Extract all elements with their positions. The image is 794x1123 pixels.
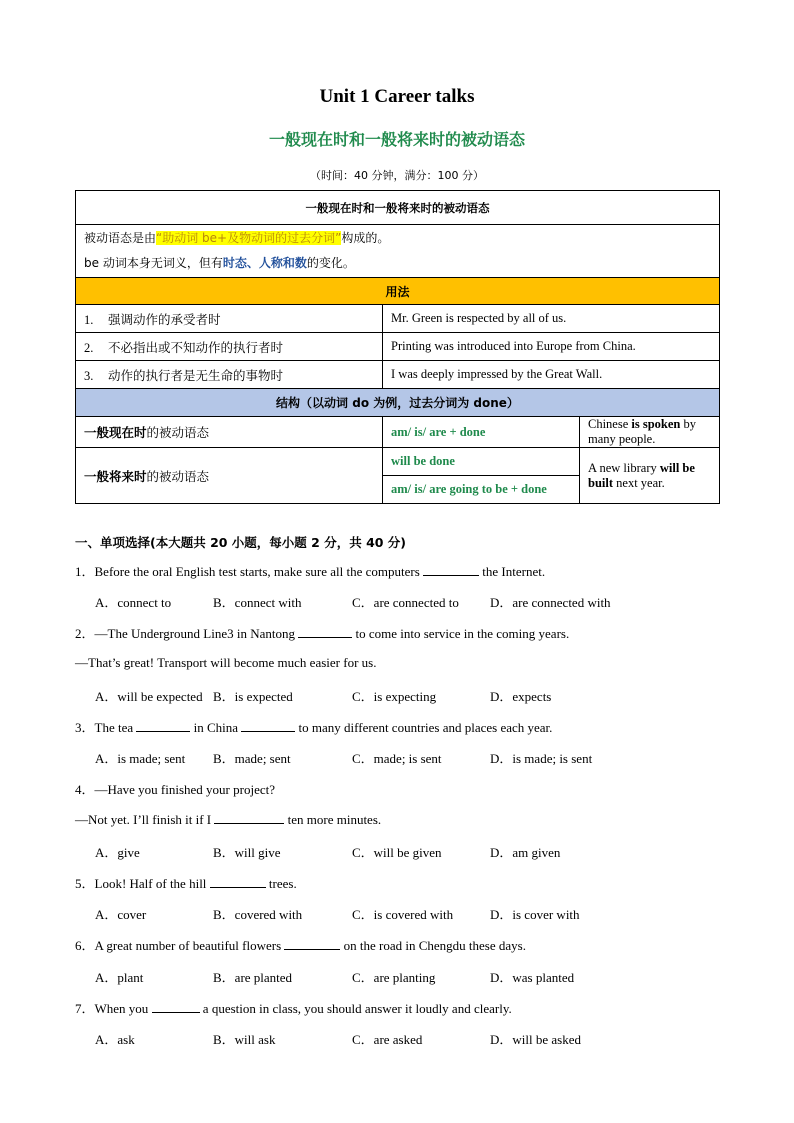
example-bold: will be built — [588, 460, 695, 490]
option-c[interactable]: C．are planting — [352, 970, 436, 985]
question-text: 1．Before the oral English test starts, make sure all the computers — [75, 564, 424, 579]
question-text: 2．—The Underground Line3 in Nantong — [75, 626, 299, 641]
question-2-reply: —That’s great! Transport will become much easier for us. — [75, 655, 377, 670]
question-text: 3．The tea — [75, 720, 137, 735]
section-title: 一、单项选择(本大题共 20 小题，每小题 2 分，共 40 分) — [75, 535, 407, 550]
example-text: by many people. — [588, 417, 697, 446]
usage-desc — [76, 305, 383, 333]
option-b[interactable]: B．are planted — [213, 970, 293, 985]
grammar-table — [75, 190, 720, 504]
intro-text: 被动语态是由 — [84, 231, 157, 245]
usage-desc — [76, 361, 383, 389]
option-a[interactable]: A．plant — [95, 970, 144, 985]
intro-text: be 动词本身无词义，但有 — [84, 256, 223, 270]
question-3 — [75, 717, 552, 736]
option-a[interactable]: A．cover — [95, 907, 147, 922]
option-b[interactable]: B．covered with — [213, 907, 303, 922]
intro-text: 构成的。 — [341, 231, 390, 245]
question-text: on the road in Chengdu these days. — [340, 938, 526, 953]
question-7 — [75, 998, 512, 1017]
usage-text: 不必指出或不知动作的执行者时 — [108, 339, 284, 355]
option-d[interactable]: D．am given — [490, 845, 561, 860]
highlight-text: “助动词 be+及物动词的过去分词” — [156, 231, 342, 245]
usage-number: 1. — [84, 312, 94, 327]
question-text: in China — [190, 720, 242, 735]
example-text: Chinese — [588, 417, 632, 431]
option-c[interactable]: C．made; is sent — [352, 751, 442, 766]
tense-form: will be done — [383, 448, 580, 476]
option-d[interactable]: D．will be asked — [490, 1032, 581, 1047]
usage-desc — [76, 333, 383, 361]
tense-example — [580, 417, 720, 448]
answer-blank[interactable] — [241, 719, 295, 732]
tense-suffix: 的被动语态 — [146, 425, 210, 440]
option-b[interactable]: B．made; sent — [213, 751, 291, 766]
question-4: 4．—Have you finished your project? — [75, 782, 276, 797]
usage-text: 强调动作的承受者时 — [108, 311, 221, 327]
question-text: 7．When you — [75, 1001, 152, 1016]
answer-blank[interactable] — [210, 875, 266, 888]
intro-cell — [76, 225, 720, 278]
usage-example: Printing was introduced into Europe from China. — [383, 333, 720, 361]
answer-blank[interactable] — [298, 625, 352, 638]
usage-example: I was deeply impressed by the Great Wall. — [383, 361, 720, 389]
usage-text: 动作的执行者是无生命的事物时 — [108, 367, 284, 383]
usage-header: 用法 — [76, 278, 720, 305]
usage-row — [76, 333, 720, 361]
question-1 — [75, 561, 545, 580]
tense-example — [580, 448, 720, 504]
question-text: 6．A great number of beautiful flowers — [75, 938, 285, 953]
intro-text: 的变化。 — [306, 256, 355, 270]
question-5 — [75, 873, 297, 892]
intro-line-1 — [84, 226, 711, 251]
option-a[interactable]: A．ask — [95, 1032, 135, 1047]
answer-blank[interactable] — [284, 937, 340, 950]
page-subtitle: 一般现在时和一般将来时的被动语态 — [268, 130, 525, 149]
intro-line-2 — [84, 251, 711, 276]
usage-example: Mr. Green is respected by all of us. — [383, 305, 720, 333]
example-bold: is spoken — [631, 417, 681, 431]
tense-form: am/ is/ are + done — [383, 417, 580, 448]
emphasis-text: 时态、人称和数 — [222, 256, 307, 270]
structure-header: 结构（以动词 do 为例，过去分词为 done） — [76, 389, 720, 417]
usage-number: 2. — [84, 340, 94, 355]
question-text: —Not yet. I’ll finish it if I — [75, 812, 215, 827]
example-text: A new library — [588, 460, 660, 475]
question-4-reply — [75, 811, 381, 828]
question-text: 5．Look! Half of the hill — [75, 876, 210, 891]
option-c[interactable]: C．are connected to — [352, 595, 459, 610]
option-d[interactable]: D．is cover with — [490, 907, 580, 922]
question-text: to come into service in the coming years. — [352, 626, 570, 641]
structure-row-present — [76, 417, 720, 448]
usage-row — [76, 305, 720, 333]
option-b[interactable]: B．connect with — [213, 595, 302, 610]
option-c[interactable]: C．will be given — [352, 845, 442, 860]
option-a[interactable]: A．is made; sent — [95, 751, 186, 766]
page-title: Unit 1 Career talks — [319, 86, 475, 107]
question-2 — [75, 623, 569, 642]
option-c[interactable]: C．is covered with — [352, 907, 454, 922]
usage-number: 3. — [84, 368, 94, 383]
option-d[interactable]: D．was planted — [490, 970, 575, 985]
question-text: a question in class, you should answer it loudly and clearly. — [199, 1001, 512, 1016]
option-c[interactable]: C．is expecting — [352, 689, 437, 704]
answer-blank[interactable] — [152, 1000, 200, 1013]
answer-blank[interactable] — [136, 719, 190, 732]
table-header: 一般现在时和一般将来时的被动语态 — [76, 191, 720, 225]
option-a[interactable]: A．will be expected — [95, 689, 203, 704]
answer-blank[interactable] — [423, 563, 479, 576]
question-6 — [75, 935, 526, 954]
option-c[interactable]: C．are asked — [352, 1032, 423, 1047]
tense-form: am/ is/ are going to be + done — [383, 476, 580, 504]
example-text: next year. — [613, 475, 665, 490]
option-d[interactable]: D．is made; is sent — [490, 751, 593, 766]
question-text: ten more minutes. — [284, 812, 382, 827]
time-info: （时间：40 分钟，满分：100 分） — [310, 169, 484, 182]
tense-label — [76, 417, 383, 448]
option-b[interactable]: B．is expected — [213, 689, 293, 704]
answer-blank[interactable] — [214, 811, 284, 824]
option-d[interactable]: D．are connected with — [490, 595, 611, 610]
tense-name: 一般现在时 — [84, 425, 147, 440]
structure-row-future — [76, 448, 720, 476]
tense-label — [76, 448, 383, 504]
question-text: to many different countries and places each year. — [295, 720, 553, 735]
question-text: trees. — [265, 876, 297, 891]
option-d[interactable]: D．expects — [490, 689, 552, 704]
option-a[interactable]: A．connect to — [95, 595, 172, 610]
option-b[interactable]: B．will ask — [213, 1032, 276, 1047]
tense-name: 一般将来时 — [84, 468, 147, 484]
option-b[interactable]: B．will give — [213, 845, 281, 860]
question-text: the Internet. — [479, 564, 546, 579]
option-a[interactable]: A．give — [95, 845, 140, 860]
usage-row — [76, 361, 720, 389]
tense-suffix: 的被动语态 — [146, 468, 210, 484]
